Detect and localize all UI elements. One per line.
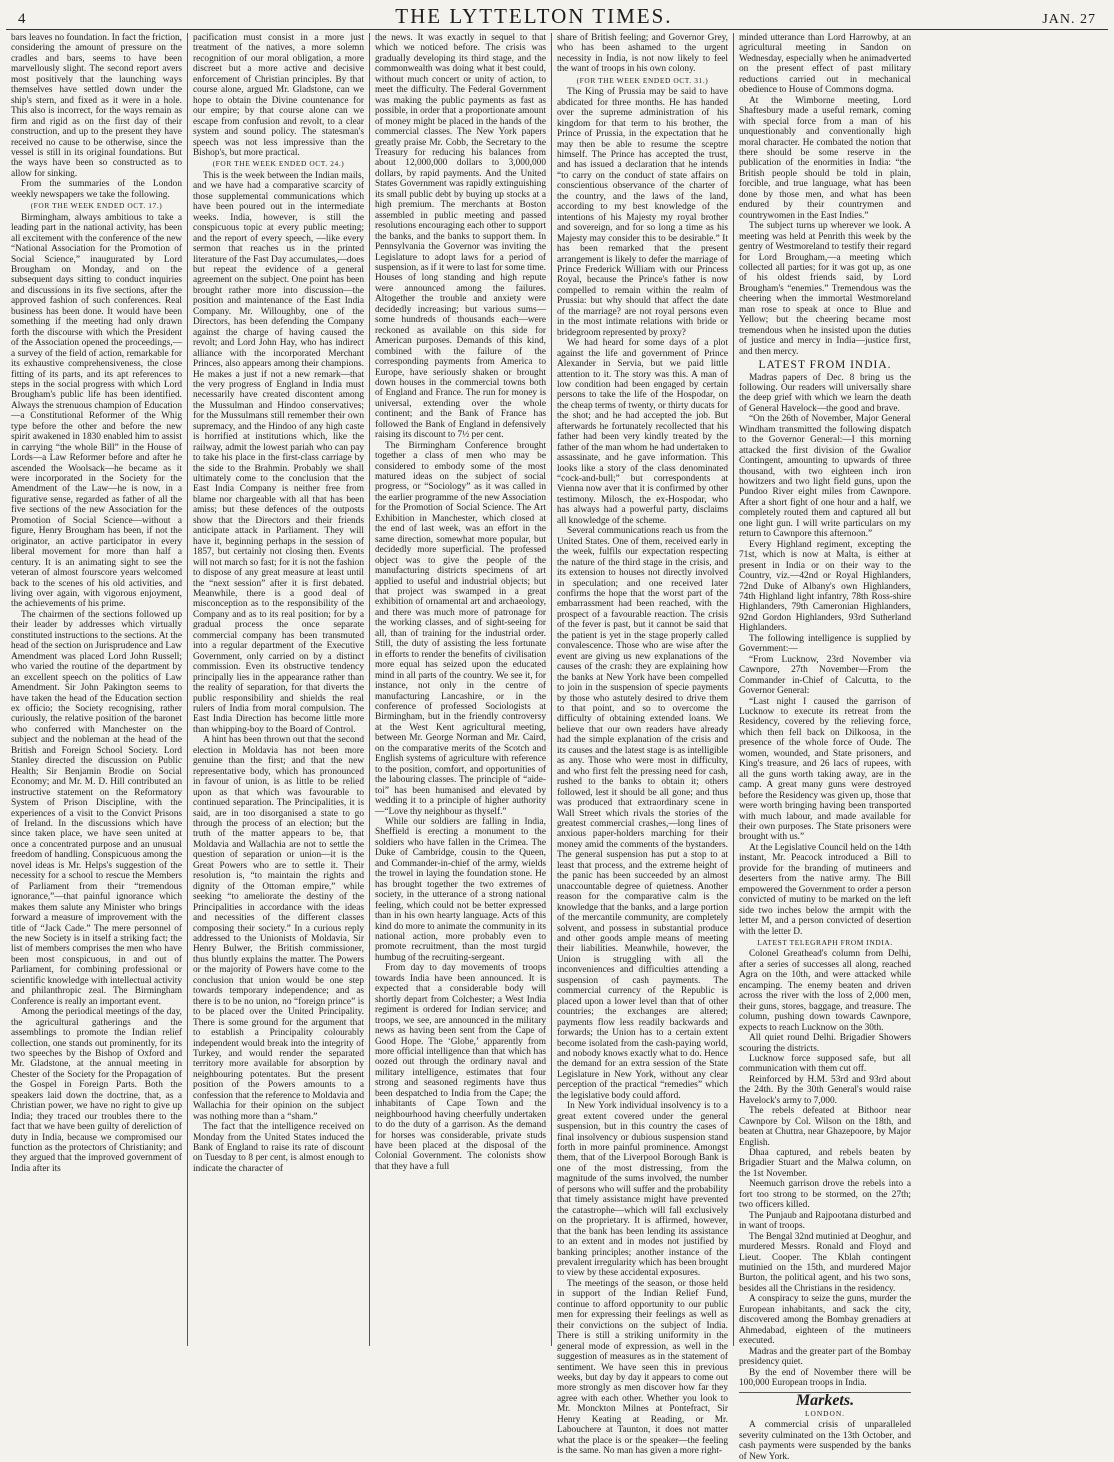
paragraph: While our soldiers are falling in India, Sheffield is erecting a monument to the soldiers who have fallen in the Crimea. The Duke of Cambridge, cousin to the Queen, and Commander-in-chief of the army, wields the trowel in laying the foundation stone. He has brought together the two extremes of society, in the utterance of a strong national feeling, which could not be better expressed than in his own hearty language. Acts of this kind do more to animate the community in its national action, more probably even to promote recruitment, than the most turgid humbug of the recruiting-sergeant. [375,816,546,963]
paragraph: the news. It was exactly in sequel to that which we noticed before. The crisis was gradually developing its third stage, and the commonwealth was doing what it best could, without much concert or unity of action, to meet the difficulty. The Federal Government was making the public payments as fast as possible, in order that a proportionate amount of money might be placed in the hands of the commercial classes. The New York papers greatly praise Mr. Cobb, the Secretary to the Treasury for reducing his balances from about 12,000,000 dollars to 3,000,000 dollars, by rapid payments. And the United States Government was rapidly extinguishing its small public debt by buying up stocks at a high premium. The merchants at Boston assembled in public meeting and passed resolutions encouraging each other to support the banks, and the banks to support them. In Pennsylvania the Governor was inviting the Legislature to adopt laws for a period of suspension, as if it were to last for some time. Houses of long standing and high repute were announced among the failures. Altogether the trouble and anxiety were decidedly increasing; but various sums—some hundreds of thousands each—were reckoned as available on this side for American purposes. Demands of this kind, combined with the failure of the corresponding payments from America to Europe, have seriously shaken or brought down houses in the commercial towns both of England and France. The run for money is universal, extending over the whole continent; and the Bank of France has followed the Bank of England in defensively raising its discount to 7½ per cent. [375,33,547,441]
column-1 [6,33,188,1346]
paragraph: A conspiracy to seize the guns, murder the European inhabitants, and sack the city, discovered among the Bombay grenadiers at Ahmedabad, eighteen of the mutineers executed. [739,1294,911,1347]
paragraph: At the Wimborne meeting, Lord Shaftesbury made a useful remark, coming with special force from a man of his unquestionably and conventionally high moral character. He combated the notion that there should be some reserve in the publication of the enormities in India: “the British people should be told in plain, forcible, and true language, what has been done by those men, and what has been endured by their countrymen and countrywomen in the East Indies.” [739,95,911,221]
paragraph: bars leaves no foundation. In fact the friction, considering the amount of pressure on the cradles and bars, seems to have been marvellously slight. The second report avers most positively that the launching ways themselves have settled down under the ship's stern, and fixed as it were in a hole. This also is incorrect, for the ways remain as firm and rigid as on the first day of their construction, and up to the present they have received no cause to be otherwise, since the vessel is still in its original foundations. But the ways have been so constructed as to allow for sinking. [11,33,182,179]
paragraph: Birmingham, always ambitious to take a leading part in the national activity, has been all excitement with the conference of the new “National Association for the Promotion of Social Science,” inaugurated by Lord Brougham on Monday, and on the subsequent days sitting to conduct inquiries and discussions in its five sections, after the approved fashion of such conferences. Real business has been done. It would have been something if the meeting had only drawn forth the discourse with which the President of the Association opened the proceedings,—a survey of the field of action, remarkable for its exhaustive comprehensiveness, the close fitting of its parts, and its apt references to steps in the social progress with which Lord Brougham's public life has been identified. Always the strenuous champion of Education—a Constitutional Reformer of the Whig type before the other and before the new spirit awakened in 1830 enabled him to assist in carrying “the whole Bill” in the House of Lords—a Law Reformer before and after he ascended the Woolsack—he became as it were incorporated in the Society for the Amendment of the Law—he is now, in a figurative sense, regarded as father of all the five sections of the new Association for the Promotion of Social Science—without a figure, Henry Brougham has been, if not the originator, an active participator in every liberal movement for more than half a century. It is an animating sight to see the veteran of almost fourscore years welcomed back to the scenes of his old activities, and living over again, with vigorous enjoyment, the achievements of his prime. [11,212,182,610]
paragraph: A commercial crisis of unparalleled severity culminated on the 13th October, and cash payments were suspended by the banks of New York. [739,1420,911,1462]
column-5 [734,33,916,1462]
paragraph: All quiet round Delhi. Brigadier Showers scouring the districts. [739,1033,911,1054]
paragraph: The Bengal 32nd mutinied at Deoghur, and murdered Messrs. Ronald and Floyd and Lieut. Cooper. The Kblah contingent mutinied on the 15th, and murdered Major Burton, the political agent, and his two sons, besides all the Christians in the residency. [739,1231,911,1294]
paragraph: This is the week between the Indian mails, and we have had a comparative scarcity of those supplemental communications which have been poured out in the intermediate weeks. India, however, is still the conspicuous topic at every public meeting; and the report of every speech, —like every sermon that reaches us in the printed literature of the Fast Day accumulates,—does but repeat the evidence of a general agreement on the subject. One point has been brought rather more into discussion—the position and maintenance of the East India Company. Mr. Willoughby, one of the Directors, has been defending the Company against the charge of having caused the revolt; and Lord John Hay, who has indirect alliance with the incorporated Merchant Princes, also appears among their champions. He makes a just if not a new remark—that the very progress of England in India must necessarily have created discontent among the Mussulman and Hindoo conservatives; for the Mussulmans still remember their own supremacy, and the Hindoo of any high caste is horrified at institutions which, like the railway, admit the lowest pariah who can pay to take his place in the first-class carriage by the side to the Brahmin. Probably we shall ultimately come to the conclusion that the East India Company is neither free from blame nor chargeable with all that has been amiss; but these defences of the outposts show that the Directors and their friends anticipate attack in Parliament. They will have it, beginning perhaps in the session of 1857, but certainly not closing then. Events will not march so fast; for it is not the fashion to dispose of any great measure at least until the “next session” after it is first debated. Meanwhile, there is a good deal of misconception as to the responsibility of the Company and as to its real position; for by a gradual process the once separate commercial company has been transmuted into a regular department of the Executive Government, only carried on by a distinct commission. Even its obstructive tendency principally lies in the appearance rather than the reality of separation, for that diverts the public responsibility and shields the real rulers of India from moral compulsion. The East India Direction has become little more than whipping-boy to the Board of Control. [193,170,364,735]
paragraph: Reinforced by H.M. 53rd and 93rd about the 24th. By the 30th General's would raise Havelock's army to 7,000. [739,1074,911,1106]
paragraph: Madras and the greater part of the Bombay presidency quiet. [739,1346,911,1368]
paragraph: A hint has been thrown out that the second election in Moldavia has not been more genuine than the first; and that the new representative body, which has pronounced in favour of union, is as little to be relied upon as that which was favourable to continued separation. The Principalities, it is said, are in too disorganised a state to go through the process of an election; but the truth of the matter appears to be, that Moldavia and Wallachia are not to settle the question of separation or union—it is the Great Powers who are to settle it. Their resolution is, “to maintain the rights and dignity of the Ottoman empire,” while seeking “to ameliorate the destiny of the Principalities in accordance with the ideas and necessities of the different classes composing their society.” In a curious reply addressed to the Unionists of Moldavia, Sir Henry Bulwer, the British commissioner, thus bluntly explains the matter. The Powers or the majority of Powers have come to the conclusion that union would be one step towards temporary independence; and as there is to be no union, no “foreign prince” is to be placed over the United Principality. There is some ground for the argument that to establish a Principality colourably independent would break into the integrity of Turkey, and would render the separated territory more available for absorption by neighbouring potentates. But the present position of the Powers amounts to a confession that the reference to Moldavia and Wallachia for their opinion on the subject was nothing more than a “sham.” [193,735,364,1122]
paragraph: “On the 26th of November, Major General Windham transmitted the following dispatch to the Governor General:—I this morning attacked the first division of the Gwalior Contingent, amounting to upwards of three thousand, with two eighteen inch iron howitzers and two light field guns, upon the Pundoo River eight miles from Cawnpore. After a short fight of one hour and a half, we completely routed them and captured all but one light gun. I will write particulars on my return to Cawnpore this afternoon.” [739,414,911,540]
week-heading: (FOR THE WEEK ENDED OCT. 31.) [576,75,709,85]
paragraph: The following intelligence is supplied by Government:— [739,633,911,655]
masthead [6,0,1108,30]
paragraph: The meetings of the season, or those held in support of the Indian Relief Fund, continue to afford opportunity to our public men for expressing their feelings as well as their convictions on the subject of India. There is still a striking uniformity in the general mode of expression, as well in the suggestion of measures as in the statement of sentiment. We have seen this in previous weeks, but day by day it appears to come out more strongly as men discover how far they agree with each other. Whether you look to Mr. Monckton Milnes at Pontefract, Sir Henry Keating at Reading, or Mr. Labouchere at Taunton, it does not matter what the place is or the speaker—the feeling is the same. No man has given a more right- [557,1278,728,1457]
paragraph: The subject turns up wherever we look. A meeting was held at Penrith this week by the gentry of Westmoreland to testify their regard for Lord Brougham,—a meeting which collected all parties; for it was got up, as one of his oldest friends said, by Lord Brougham's “enemies.” Tremendous was the cheering when the immortal Westmoreland man rose to speak at once to Blue and Yellow; but the cheering became most tremendous when he insisted upon the duties of justice and mercy in India—justice first, and then mercy. [739,221,911,357]
paragraph: The chairmen of the sections followed up their leader by addresses which virtually constituted instructions to the sections. At the head of the section on Jurisprudence and Law Amendment was placed Lord John Russell; who varied the routine of the department by an excellent speech on the politics of Law Amendment. Sir John Pakington seems to have taken the head of the Education section ex officio; the Society recognising, rather curiously, the relative position of the baronet who conferred with Manchester on the subject and the nobleman at the head of the British and Foreign School Society. Lord Stanley directed the discussion on Public Health; Sir Benjamin Brodie on Social Economy; and Mr. M. D. Hill contributed an instructive statement on the Reformatory System of Prison Discipline, with the experiences of a visit to the Convict Prisons of Ireland. In the discussions which have since taken place, we have seen united at once a concentrated purpose and an unusual freedom of handling. Conspicuous among the novel ideas is Mr. Helps's suggestion of the necessity for a school to rescue the Members of Parliament from their “tremendous ignorance,”—that painful ignorance which makes them salute any Minister who brings forward a measure of improvement with the title of “Jack Cade.” The mere personnel of the new Society is in itself a striking fact; the list of members comprises the men who have been most conspicuous, in and out of Parliament, for combining professional or scientific knowledge with intellectual activity and philanthropic zeal. The Birmingham Conference is really an important event. [11,609,182,1007]
paragraph: pacification must consist in a more just treatment of the natives, a more solemn recognition of our moral obligation, a more discreet but a more active and decisive enforcement of Christian principles. By that course alone, argued Mr. Gladstone, can we hope to obtain the Divine countenance for our empire; by that course alone can we escape from confusion and revolt, to a clear system and sound policy. The statesman's speech was not less impressive than the Bishop's, but more practical. [193,33,364,158]
paragraph: Colonel Greathead's column from Delhi, after a series of successes all along, reached Agra on the 10th, and were attacked while encamping. The enemy beaten and driven across the river with the loss of 2,000 men, their guns, stores, baggage, and treasure. The column, pushing down towards Cawnpore, expects to reach Lucknow on the 30th. [739,949,911,1033]
paragraph: Dhaa captured, and rebels beaten by Brigadier Stuart and the Malwa column, on the 1st November. [739,1148,911,1179]
column-2 [188,33,370,1346]
paragraph: “From Lucknow, 23rd November via Cawnpore, 27th November—From the Commander in-Chief of Calcutta, to the Governor General: [739,654,911,697]
paragraph: share of British feeling; and Governor Grey, who has been ashamed to the urgent necessity in India, is not now likely to feel the want of troops in his own colony. [557,33,728,75]
paragraph: We had heard for some days of a plot against the life and government of Prince Alexander in Servia, but we paid little attention to it. The story was this. A man of low condition had been engaged by certain persons to take the life of the Hospodar, on the cheap terms of twenty, or thirty ducats for the shot; and he had accepted the job. But afterwards he fortunately recollected that his father had been very kindly treated by the father of the man whom he had undertaken to assassinate, and he gave information. This looks like a story of the class denominated “cock-and-bull;” but correspondents at Vienna now aver that it is confirmed by other testimony. Milosch, the ex-Hospodar, who has always had a powerful party, disclaims all knowledge of the scheme. [557,338,728,526]
paragraph: “Last night I caused the garrison of Lucknow to execute its retreat from the Residency, covered by the relieving force, which then fell back on Dilkoosa, in the presence of the whole force of Oude. The women, wounded, and State prisoners, and King's treasure, and 26 lacs of rupees, with all the guns worth taking away, are in the camp. A great many guns were destroyed before the Residency was given up, those that were worth bringing having been transported with much labour, and made available for their own purposes. The State prisoners were brought with us.” [739,696,911,843]
paragraph: The King of Prussia may be said to have abdicated for three months. He has handed over the supreme administration of his kingdom for that term to his brother, the Prince of Prussia, in the expectation that he may then be able to resume the sceptre himself. The Prince has accepted the trust, and has issued a declaration that he intends “to carry on the conduct of state affairs on conscientious observance of the charter of the country, and the laws of the land, according to my best knowledge of the intentions of his Majesty my royal brother and sovereign, and for so long a time as his Majesty may consider this to be desirable.” It has been remarked that the present arrangement is likely to defer the marriage of Prince Frederick William with our Princess Royal, because the Prince's father is now compelled to remain within the realm of Prussia: but why should that affect the date of the marriage? are not royal persons even in the most intimate relations with bride or bridegroom represented by proxy? [557,87,728,338]
paragraph: From day to day movements of troops towards India have been announced. It is expected that a considerable body will shortly depart from Colchester; a West India regiment is ordered for Indian service; and troops, we see, are announced in the military news as having been sent from the Cape of Good Hope. The ‘Globe,’ apparently from more official intelligence than that which has oozed out through the ordinary naval and military intelligence, estimates that four strong and seasoned regiments have thus been despatched to India from the Cape; the inhabitants of Cape Town and the neighbourhood having cheerfully undertaken to do the duty of a garrison. As the demand for horses was considerable, private studs have been placed at the disposal of the Colonial Government. The colonists show that they have a full [375,963,546,1172]
paragraph: At the Legislative Council held on the 14th instant, Mr. Peacock introduced a Bill to provide for the branding of mutineers and deserters from the native army. The Bill empowered the Government to order a person convicted of mutiny to be marked on the left side two inches below the armpit with the letter M, and a person convicted of desertion with the letter D. [739,842,911,937]
column-3 [370,33,552,1346]
paragraph: From the summaries of the London weekly newspapers we take the following. [11,179,182,200]
paragraph: Several communications reach us from the United States. One of them, received early in the week, fulfils our expectation respecting the nature of the third stage in the crisis, and its extension to houses not directly involved in speculation; and one received later confirms the hope that the worst part of the embarrassment had been reached, with the prospect of a favourable reaction. The crisis of the fever is past, but it cannot be said that the patient is yet in the stage properly called convalescence. Those who are wise after the event are giving us new explanations of the causes of the crash: they are explaining how the banks at New York have been compelled to join in the suspension of specie payments by those who astutely desired to drive them to that point, and so to overcome the difficulty of obtaining extended loans. We believe that our own readers have already had the simple explanation of the crisis and its causes and the latest stage is as intelligible as any. Those who were most in difficulty, and who first felt the pressing need for cash, rushed to the banks to obtain it; others followed, lest it should be all gone; and thus was produced that extraordinary scene in Wall Street which rivals the stories of the greatest commercial crashes,—long lines of anxious paper-holders marching for their money amid the comments of the bystanders. The general suspension has put a stop to at least that process, and the extreme height of the panic has been succeeded by an almost unaccountable degree of quietness. Another reason for the comparative calm is the knowledge that the banks, and a large portion of the mercantile community, are completely solvent, and possess in substantial produce and other goods ample means of meeting their liabilities. Meanwhile, however, the Union is struggling with all the inconveniences and difficulties attending a suspension of cash payments. The commercial currency of the Republic is placed upon a lower level than that of other countries; the exchanges are altered; payments flow less readily backwards and forwards; the Union has to a certain extent become isolated from the cash-paying world, and nobody knows exactly what to do. Hence the demand for an extra session of the State Legislature in New York, without any clear perception of the practical “remedies” which the legislative body could afford. [557,526,728,1101]
paragraph: The Punjaub and Rajpootana disturbed and in want of troops. [739,1210,911,1232]
week-heading: (FOR THE WEEK ENDED OCT. 17.) [30,201,163,211]
newspaper-title: THE LYTTELTON TIMES. [395,4,673,28]
paragraph: minded utterance than Lord Harrowby, at an agricultural meeting in Sandon on Wednesday, especially when he animadverted on the present effect of past military reductions carried out in mechanical obedience to House of Commons dogma. [739,33,911,96]
paragraph: In New York individual insolvency is to a great extent covered under the general suspension, but in this country the cases of final insolvency or dubious suspension stand forth in more painful prominence. Amongst them, that of the Liverpool Borough Bank is one of the most distressing, from the magnitude of the sums involved, the number of persons who will suffer and the probability that timely assistance might have prevented the catastrophe—which will fall exclusively on the proprietary. It is affirmed, however, that the bank has been lending its assistance to an extent and in modes not justified by banking principles; another instance of the prevalent irregularity which has been brought to view by these accidental exposures. [557,1101,728,1279]
paragraph: Neemuch garrison drove the rebels into a fort too strong to be stormed, on the 27th; two officers killed. [739,1179,911,1211]
london-subheading: LONDON. [804,1408,846,1418]
paragraph: By the end of November there will be 100,000 European troops in India. [739,1367,911,1388]
paragraph: Lucknow force supposed safe, but all communication with them cut off. [739,1053,911,1075]
issue-date: JAN. 27 [1042,12,1096,27]
paragraph: The rebels defeated at Bithoor near Cawnpore by Col. Wilson on the 18th, and beaten at Chuttra, near Ghazepoore, by Major English. [739,1106,911,1148]
columns [6,30,1108,1462]
markets-heading: Markets. [795,1392,855,1410]
paragraph: Among the periodical meetings of the day, the agricultural gatherings and the assemblings to promote the Indian relief collection, one stands out prominently, for its two speeches by the Bishop of Oxford and Mr. Gladstone, at the annual meeting in Chester of the Society for the Propagation of the Gospel in Foreign Parts. Both the speakers laid down the doctrine, that, as a Christian power, we have no right to give up India; they traced our troubles there to the fact that we have been guilty of dereliction of duty in India, because we compromised our function as the protectors of Christianity; and they argued that the improved government of India after its [11,1007,182,1174]
column-4 [552,33,734,1457]
paragraph: The Birmingham Conference brought together a class of men who may be considered to embody some of the most matured ideas on the subject of social progress, or “Sociology” as it was called in the earlier programme of the new Association for the Promotion of Social Science. The Art Exhibition in Manchester, which closed at the end of last week, was an effort in the same direction, somewhat more popular, but decidedly more superficial. The professed object was to give the people of the manufacturing districts specimens of art applied to useful and industrial objects; but that project was swamped in a great exhibition of ornamental art and archaeology, and there was much more of patronage for the working classes, and of sight-seeing for all, than of training for the industrial order. Still, the duty of assisting the less fortunate in efforts to render the benefits of civilisation more equal has seized upon the educated mind in all parts of the country. We see it, for instance, not only in the centre of manufacturing Lancashire, or in the conference of professed Sociologists at Birmingham, but in the friendly controversy at the West Kent agricultural meeting, between Mr. George Norman and Mr. Caird, on the comparative merits of the Scotch and English systems of agriculture with reference to the position, comfort, and opportunities of the labouring classes. The principle of “aide-toi” has been humanised and elevated by wedding it to a principle of higher authority—“Love thy neighbour as thyself.” [375,440,546,817]
week-heading: (FOR THE WEEK ENDED OCT. 24.) [212,159,345,169]
page-number: 4 [18,11,26,27]
telegraph-heading: LATEST TELEGRAPH FROM INDIA. [757,937,893,947]
paragraph: The fact that the intelligence received on Monday from the United States induced the Bank of England to raise its rate of discount on Tuesday to 8 per cent, is almost enough to indicate the character of [193,1122,364,1174]
paragraph: Madras papers of Dec. 8 bring us the following. Our readers will universally share the deep grief with which we learn the death of General Havelock—the good and brave. [739,372,911,414]
section-heading-india: LATEST FROM INDIA. [758,359,892,372]
paragraph: Every Highland regiment, excepting the 71st, which is now at Malta, is either at present in India or on their way to the Country, viz.—42nd or Royal Highlanders, 72nd Duke of Albany's own Highlanders, 74th Highland light infantry, 78th Ross-shire Highlanders, 79th Cameronian Highlanders, 92nd Gordon Highlanders, 93rd Sutherland Highlanders. [739,539,911,634]
